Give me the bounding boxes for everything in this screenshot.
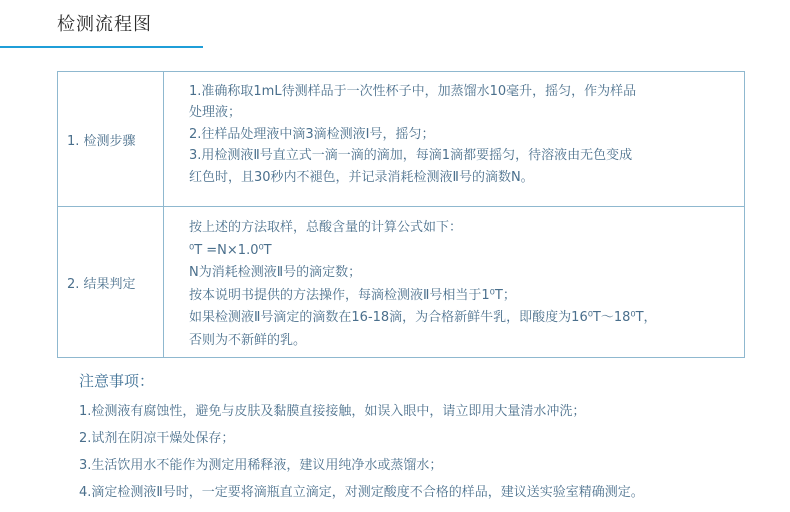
procedure-table [57, 71, 745, 358]
content-line: ⁰T =N×1.0⁰T [189, 242, 272, 258]
table-row-result-judgement [58, 206, 744, 357]
content-line: 如果检测液Ⅱ号滴定的滴数在16-18滴，为合格新鲜牛乳，即酸度为16⁰T～18⁰T， [189, 310, 657, 326]
content-line: 1.准确称取1mL待测样品于一次性杯子中，加蒸馏水10毫升，摇匀，作为样品 [189, 84, 637, 99]
note-item: 1.检测液有腐蚀性，避免与皮肤及黏膜直接接触，如误入眼中，请立即用大量清水冲洗； [79, 404, 586, 419]
table-row-detection-steps [58, 72, 744, 206]
content-line: N为消耗检测液Ⅱ号的滴定数； [189, 265, 362, 281]
note-item: 2.试剂在阴凉干燥处保存； [79, 431, 235, 446]
content-line: 否则为不新鲜的乳。 [189, 332, 307, 348]
row-label: 1. 检测步骤 [58, 72, 164, 206]
row-label: 2. 结果判定 [58, 207, 164, 357]
content-line: 3.用检测液Ⅱ号直立式一滴一滴的滴加，每滴1滴都要摇匀，待溶液由无色变成 [189, 148, 633, 164]
notes-list [79, 398, 644, 506]
content-line: 2.往样品处理液中滴3滴检测液Ⅰ号，摇匀； [189, 126, 435, 142]
title-underline [0, 46, 203, 48]
note-item: 3.生活饮用水不能作为测定用稀释液，建议用纯净水或蒸馏水； [79, 458, 443, 473]
content-line: 按本说明书提供的方法操作，每滴检测液Ⅱ号相当于1⁰T； [189, 287, 516, 303]
content-line: 红色时，且30秒内不褪色，并记录消耗检测液Ⅱ号的滴数N。 [189, 169, 534, 185]
content-line: 按上述的方法取样，总酸含量的计算公式如下： [189, 220, 463, 235]
content-line: 处理液； [189, 105, 242, 121]
page-title: 检测流程图 [57, 14, 152, 35]
note-item: 4.滴定检测液Ⅱ号时，一定要将滴瓶直立滴定，对测定酸度不合格的样品，建议送实验室精确测定。 [79, 485, 644, 500]
notes-heading: 注意事项： [79, 372, 155, 390]
row-content [164, 207, 744, 357]
row-content [164, 72, 744, 206]
